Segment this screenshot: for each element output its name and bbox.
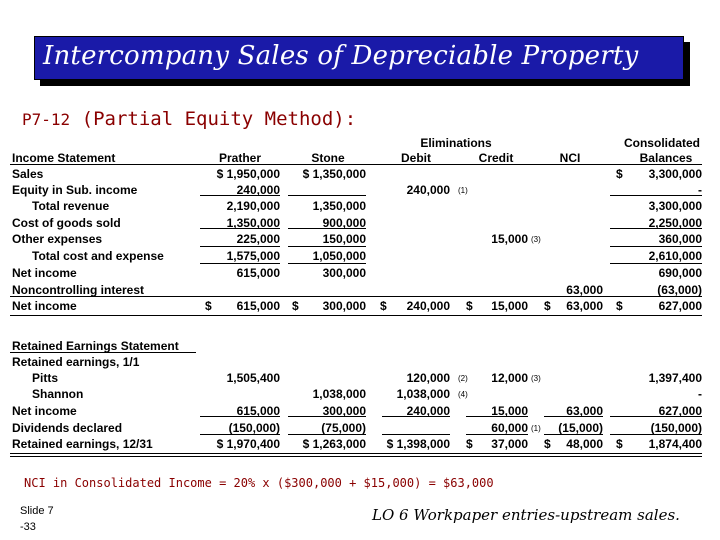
ref-note: (4) (458, 390, 468, 399)
cell-debit: 240,000 (406, 404, 450, 418)
row-label: Pitts (32, 371, 59, 385)
rule-line (382, 434, 450, 435)
header-eliminations: Eliminations (420, 136, 492, 150)
cell-nci: 63,000 (566, 299, 603, 313)
row-label: Retained earnings, 12/31 (12, 437, 153, 451)
cell-credit: 37,000 (491, 437, 528, 451)
cell-stone: 1,038,000 (312, 387, 366, 401)
cell-cons: 360,000 (658, 232, 702, 246)
section-label: Retained Earnings Statement (12, 339, 179, 353)
rule-line (200, 195, 280, 196)
problem-subtitle (22, 108, 356, 130)
row-label: Total cost and expense (32, 249, 164, 263)
rule-line (10, 456, 702, 457)
dollar-sign: $ (466, 437, 473, 451)
ref-note: (3) (531, 374, 541, 383)
cell-credit: 12,000 (491, 371, 528, 385)
rule-line (200, 246, 280, 247)
dollar-sign: $ (205, 299, 212, 313)
ref-note: (1) (458, 186, 468, 195)
rule-line (610, 246, 702, 247)
cell-credit: 15,000 (491, 299, 528, 313)
cell-credit: 15,000 (491, 404, 528, 418)
cell-prather: 225,000 (236, 232, 280, 246)
slide-number (20, 503, 54, 535)
rule-line (610, 195, 702, 196)
rule-line (10, 453, 702, 454)
rule-line (382, 416, 450, 417)
rule-line (288, 434, 366, 435)
rule-line (200, 416, 280, 417)
cell-credit: 60,000 (491, 421, 528, 435)
rule-line (200, 434, 280, 435)
dollar-sign: $ (616, 167, 623, 181)
rule-line (288, 195, 366, 196)
row-label: Retained earnings, 1/1 (12, 355, 140, 369)
row-label: Equity in Sub. income (12, 183, 138, 197)
rule-line (10, 352, 196, 353)
rule-line (288, 246, 366, 247)
cell-stone: 300,000 (322, 404, 366, 418)
cell-debit: 1,038,000 (396, 387, 450, 401)
dollar-sign: $ (616, 437, 623, 451)
cell-stone: 1,350,000 (312, 199, 366, 213)
row-label: Shannon (32, 387, 84, 401)
problem-code: P7-12 (22, 110, 71, 129)
rule-line (610, 263, 702, 264)
dollar-sign: $ (616, 299, 623, 313)
nci-footnote: NCI in Consolidated Income = 20% x ($300,000 + $15,000) = $63,000 (24, 476, 494, 490)
rule-line (200, 228, 280, 229)
cell-prather: 615,000 (236, 299, 280, 313)
header-debit: Debit (401, 151, 431, 165)
row-label: Net income (12, 404, 77, 418)
slide-title-banner (34, 36, 684, 80)
cell-stone: 1,050,000 (312, 249, 366, 263)
cell-cons: 2,250,000 (648, 216, 702, 230)
rule-line (610, 434, 702, 435)
rule-line (610, 416, 702, 417)
cell-prather: 615,000 (236, 404, 280, 418)
dollar-sign: $ (380, 299, 387, 313)
cell-prather: $ 1,970,400 (216, 437, 280, 451)
rule-line (288, 263, 366, 264)
header-prather: Prather (218, 151, 262, 165)
rule-line (200, 263, 280, 264)
slide-label: Slide 7 (20, 505, 54, 517)
ref-note: (3) (531, 235, 541, 244)
cell-stone: 150,000 (322, 232, 366, 246)
cell-prather: 1,575,000 (226, 249, 280, 263)
cell-prather: 1,505,400 (226, 371, 280, 385)
cell-prather: 2,190,000 (226, 199, 280, 213)
header-nci: NCI (559, 151, 581, 165)
cell-stone: 300,000 (322, 266, 366, 280)
row-label: Cost of goods sold (12, 216, 121, 230)
rule-line (288, 416, 366, 417)
cell-cons: 1,397,400 (648, 371, 702, 385)
dollar-sign: $ (544, 437, 551, 451)
header-consolidated: Consolidated (623, 136, 700, 150)
rule-line (10, 296, 702, 297)
dollar-sign: $ (292, 299, 299, 313)
cell-cons: (150,000) (650, 421, 702, 435)
row-label: Dividends declared (12, 421, 123, 435)
header-stone: Stone (311, 151, 345, 165)
row-label: Noncontrolling interest (12, 283, 144, 297)
slide-page: -33 (20, 521, 36, 533)
cell-nci: 63,000 (566, 404, 603, 418)
cell-debit: $ 1,398,000 (386, 437, 450, 451)
cell-prather: 1,350,000 (226, 216, 280, 230)
header-income-statement: Income Statement (12, 151, 116, 165)
rule-line (544, 434, 603, 435)
rule-line (610, 228, 702, 229)
cell-cons: 627,000 (658, 299, 702, 313)
cell-prather: 240,000 (236, 183, 280, 197)
cell-cons: - (698, 387, 702, 401)
row-label: Net income (12, 266, 77, 280)
cell-cons: 3,300,000 (648, 199, 702, 213)
cell-debit: 120,000 (406, 371, 450, 385)
rule-line (466, 434, 528, 435)
cell-cons: (63,000) (657, 283, 702, 297)
cell-debit: 240,000 (406, 183, 450, 197)
slide-title: Intercompany Sales of Depreciable Property (43, 41, 639, 71)
cell-stone: $ 1,263,000 (302, 437, 366, 451)
row-label: Other expenses (12, 232, 103, 246)
cell-prather: $ 1,950,000 (216, 167, 280, 181)
ref-note: (2) (458, 374, 468, 383)
cell-cons: 690,000 (658, 266, 702, 280)
rule-line (10, 315, 702, 316)
title-box (34, 36, 684, 80)
cell-stone: 900,000 (322, 216, 366, 230)
cell-cons: 1,874,400 (648, 437, 702, 451)
cell-nci: 63,000 (566, 283, 603, 297)
cell-stone: $ 1,350,000 (302, 167, 366, 181)
row-label: Total revenue (32, 199, 110, 213)
dollar-sign: $ (466, 299, 473, 313)
cell-cons: 2,610,000 (648, 249, 702, 263)
cell-cons: 3,300,000 (648, 167, 702, 181)
row-label: Sales (12, 167, 44, 181)
cell-nci: 48,000 (566, 437, 603, 451)
cell-debit: 240,000 (406, 299, 450, 313)
problem-description: (Partial Equity Method): (81, 108, 357, 130)
cell-cons: 627,000 (658, 404, 702, 418)
dollar-sign: $ (544, 299, 551, 313)
learning-objective: LO 6 Workpaper entries-upstream sales. (372, 506, 680, 524)
cell-stone: (75,000) (321, 421, 366, 435)
row-label: Net income (12, 299, 77, 313)
rule-line (544, 416, 603, 417)
cell-stone: 300,000 (322, 299, 366, 313)
cell-cons: - (698, 183, 702, 197)
rule-line (466, 416, 528, 417)
rule-line (288, 228, 366, 229)
cell-credit: 15,000 (491, 232, 528, 246)
header-balances: Balances (639, 151, 693, 165)
header-credit: Credit (478, 151, 514, 165)
ref-note: (1) (531, 424, 541, 433)
cell-prather: 615,000 (236, 266, 280, 280)
cell-nci: (15,000) (558, 421, 603, 435)
cell-prather: (150,000) (228, 421, 280, 435)
